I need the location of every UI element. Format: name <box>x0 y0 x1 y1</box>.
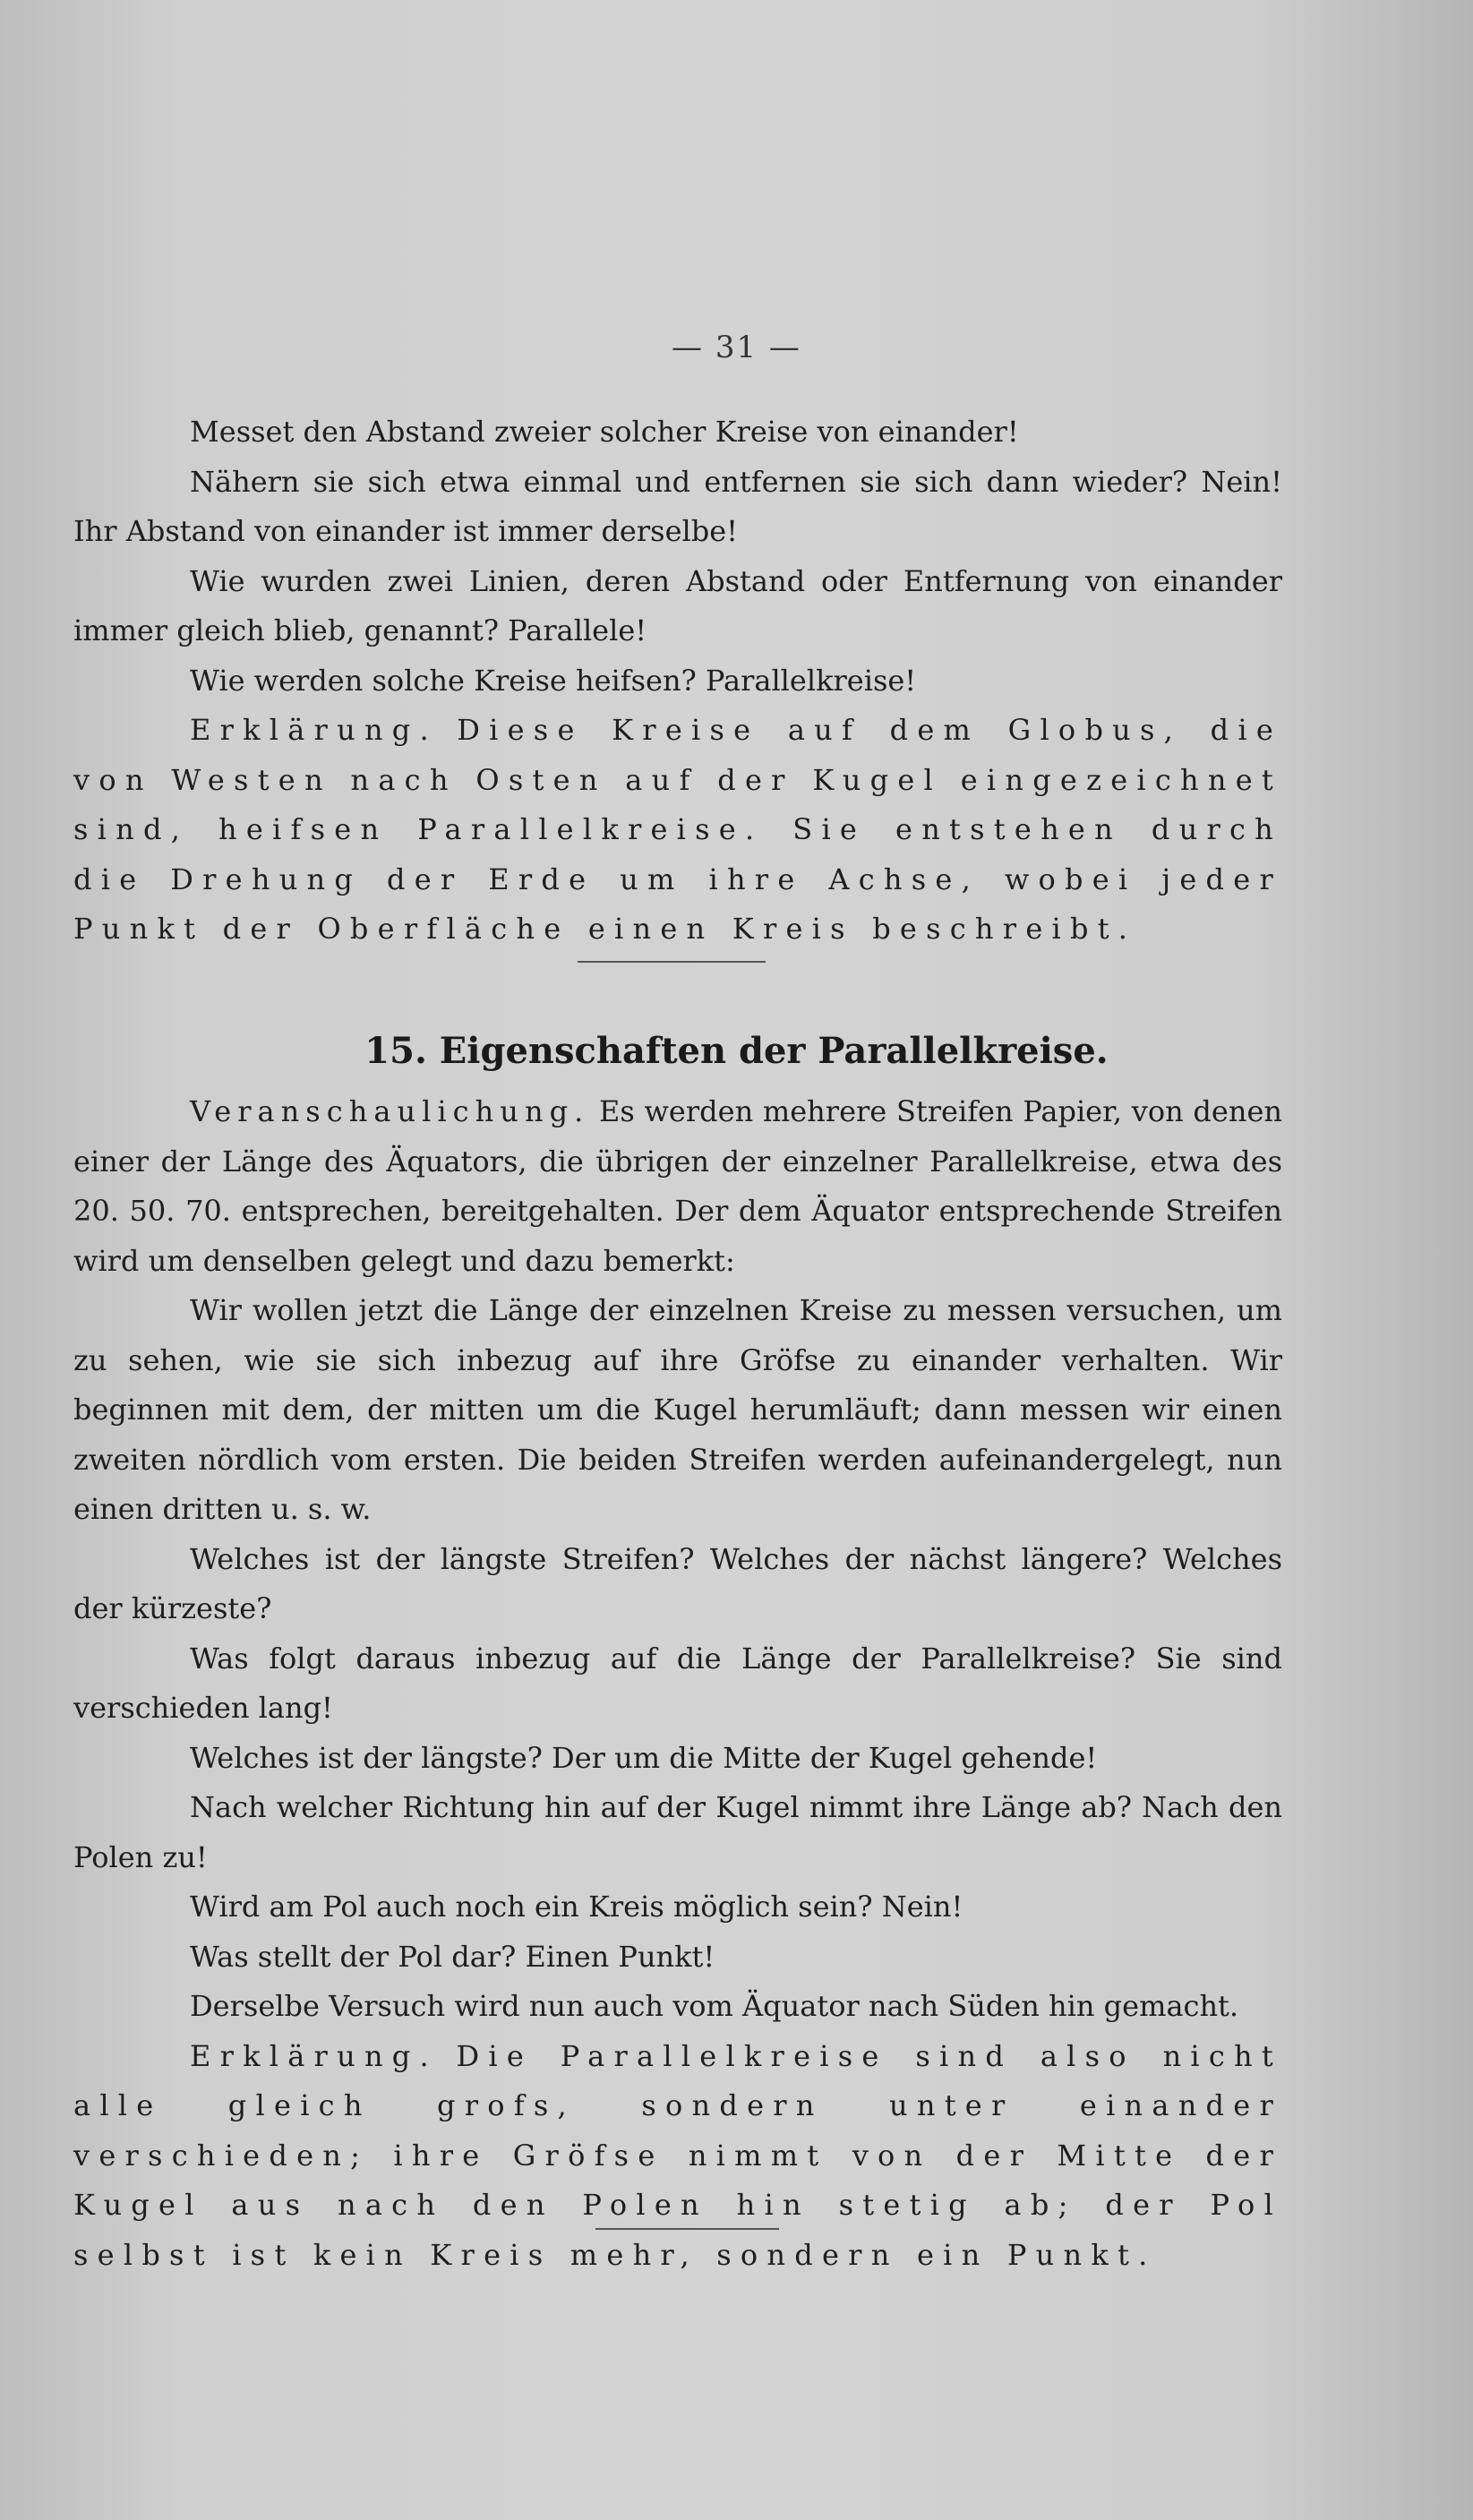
section-heading: 15. Eigenschaften der Parallelkreise. <box>364 1030 1109 1072</box>
explanation-paragraph <box>73 706 1282 955</box>
paragraph: Was stellt der Pol dar? Einen Punkt! <box>190 1939 715 1974</box>
paragraph: Nähern sie sich etwa einmal und entfernen sie sich dann wieder? Nein! Ihr Abstand von einander ist immer derselbe! <box>73 464 1282 548</box>
paragraph: Derselbe Versuch wird nun auch vom Äquator nach Süden hin gemacht. <box>190 1989 1239 2023</box>
section-divider <box>578 961 766 963</box>
demonstration-label: Veranschaulichung. <box>190 1094 590 1128</box>
explanation-text: Die Parallelkreise sind also nicht alle gleich grofs, sondern unter einander verschieden; ihre Gröfse nimmt von der Mitte der Kugel aus nach den Polen hin stetig ab; der Pol selbst ist kein Kreis mehr, sondern ein Punkt. <box>73 2038 1283 2272</box>
paragraph: Was folgt daraus inbezug auf die Länge der Parallelkreise? Sie sind verschieden lang! <box>73 1641 1282 1725</box>
demonstration-paragraph <box>73 1087 1282 1286</box>
section-parallels-properties <box>73 1087 1282 2280</box>
paragraph: Wie wurden zwei Linien, deren Abstand oder Entfernung von einander immer gleich blieb, genannt? Parallele! <box>73 563 1282 647</box>
page-number: — 31 — <box>672 330 801 365</box>
demonstration-text: Es werden mehrere Streifen Papier, von denen einer der Länge des Äquators, die übrigen der einzelner Parallelkreise, etwa des 20. 50. 70. entsprechen, bereitgehalten. Der dem Äquator entsprechende Streifen wird um denselben gelegt und dazu bemerkt: <box>73 1094 1283 1278</box>
paragraph: Messet den Abstand zweier solcher Kreise von einander! <box>190 415 1019 449</box>
section-parallels-intro <box>73 407 1282 955</box>
explanation-text: Diese Kreise auf dem Globus, die von Westen nach Osten auf der Kugel eingezeichnet sind, heifsen Parallelkreise. Sie entstehen durch die Drehung der Erde um ihre Achse, wobei jeder Punkt der Oberfläche einen Kreis beschreibt. <box>73 713 1282 946</box>
end-divider <box>595 2228 779 2230</box>
paragraph: Wir wollen jetzt die Länge der einzelnen Kreise zu messen versuchen, um zu sehen, wie sie sich inbezug auf ihre Gröfse zu einander verhalten. Wir beginnen mit dem, der mitten um die Kugel herumläuft; dann messen wir einen zweiten nördlich vom ersten. Die beiden Streifen werden aufeinandergelegt, nun einen dritten u. s. w. <box>73 1293 1282 1526</box>
paragraph: Welches ist der längste Streifen? Welches der nächst längere? Welches der kürzeste? <box>73 1541 1282 1625</box>
explanation-label: Erklärung. <box>190 713 438 747</box>
explanation-paragraph <box>73 2032 1282 2281</box>
paragraph: Wird am Pol auch noch ein Kreis möglich sein? Nein! <box>190 1890 963 1924</box>
paragraph: Nach welcher Richtung hin auf der Kugel nimmt ihre Länge ab? Nach den Polen zu! <box>73 1790 1282 1874</box>
paragraph: Wie werden solche Kreise heifsen? Parallelkreise! <box>190 663 917 698</box>
explanation-label: Erklärung. <box>190 2038 438 2073</box>
paragraph: Welches ist der längste? Der um die Mitte der Kugel gehende! <box>190 1740 1098 1775</box>
